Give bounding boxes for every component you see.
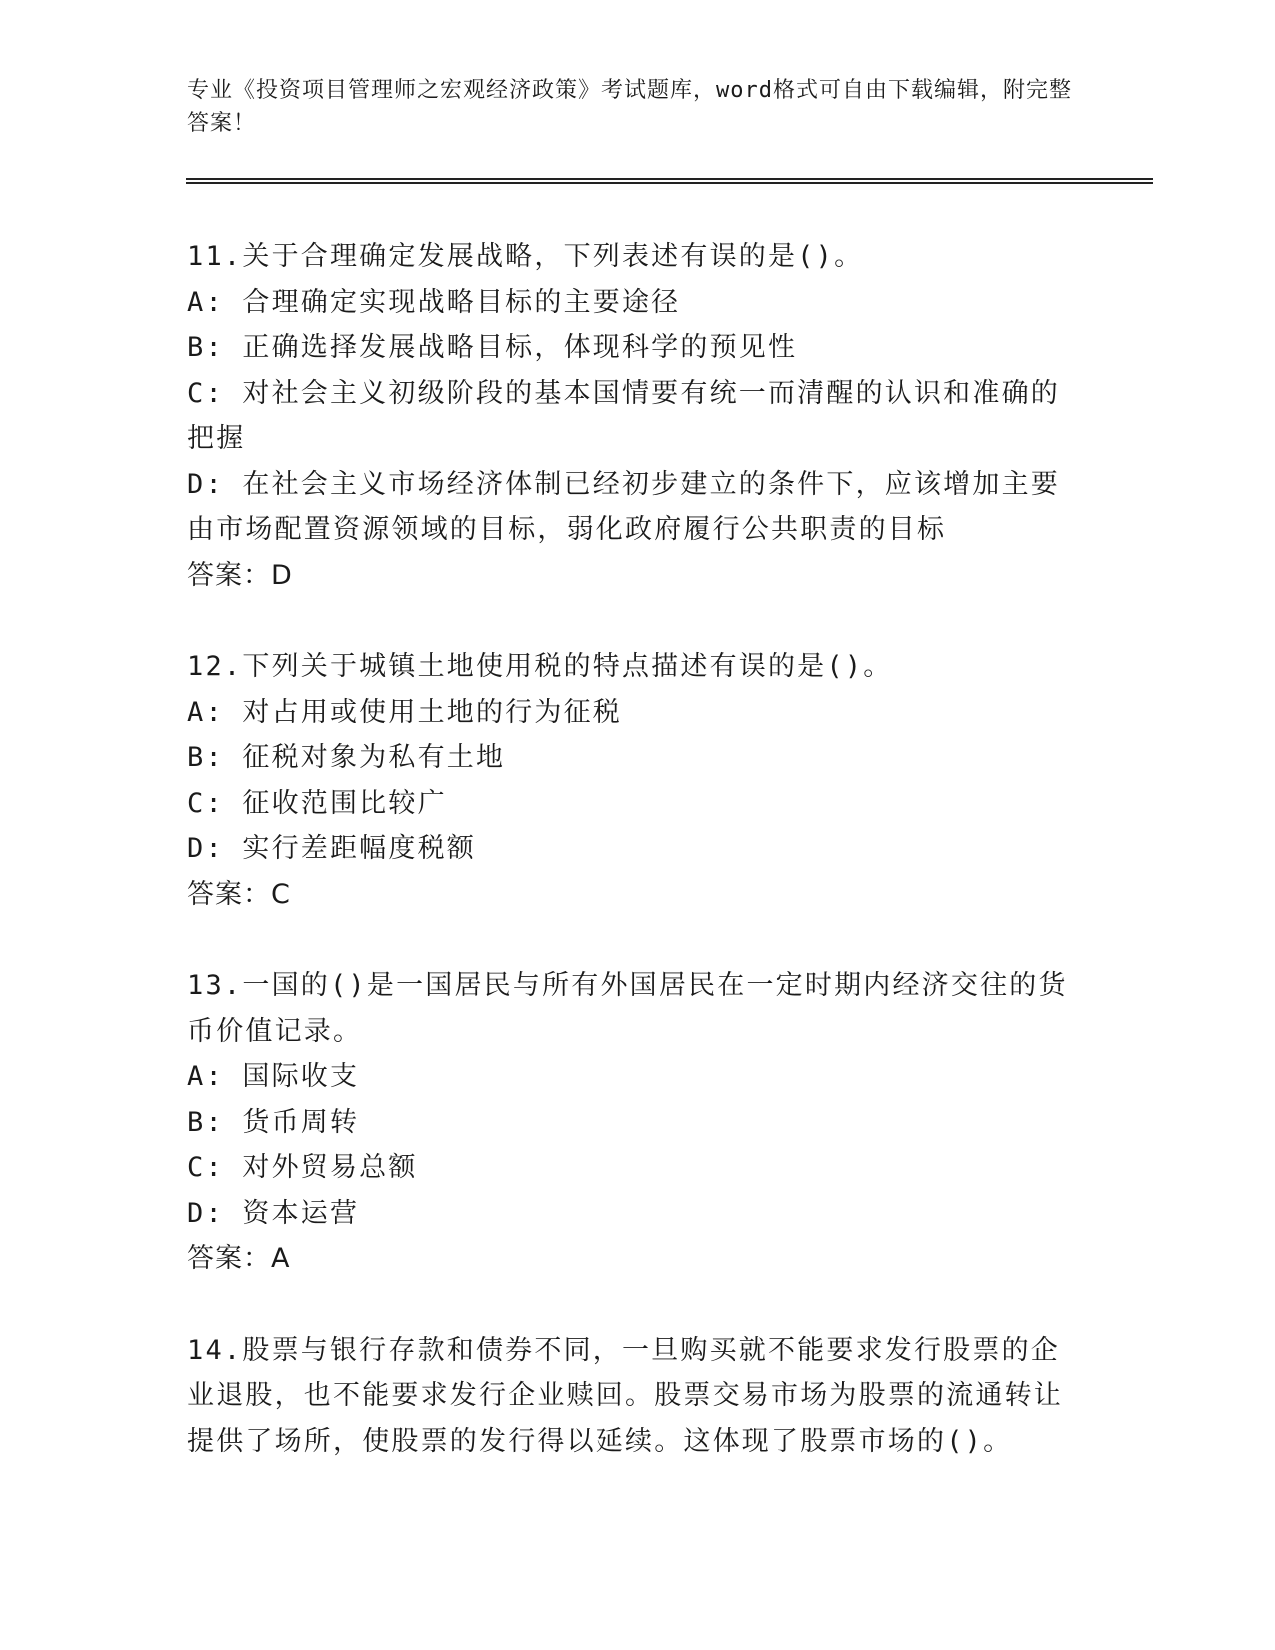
question-stem: 13.一国的()是一国居民与所有外国居民在一定时期内经济交往的货币价值记录。 [187,970,1068,1047]
header-divider-bottom [186,182,1153,184]
option-d: D: 实行差距幅度税额 [187,833,476,864]
option-a: A: 合理确定实现战略目标的主要途径 [187,286,681,318]
question-block [187,644,1077,917]
option-c: C: 征收范围比较广 [187,787,447,819]
question-stem: 12.下列关于城镇土地使用税的特点描述有误的是()。 [187,651,893,682]
question-block [187,963,1077,1282]
option-a: A: 对占用或使用土地的行为征税 [187,696,622,728]
option-c: C: 对外贸易总额 [187,1152,418,1183]
option-b: B: 征税对象为私有土地 [187,742,506,773]
option-d: D: 资本运营 [187,1197,360,1229]
option-c: C: 对社会主义初级阶段的基本国情要有统一而清醒的认识和准确的把握 [187,377,1060,454]
question-block [187,234,1077,598]
answer-label: 答案：A [187,1243,291,1274]
question-block [187,1328,1077,1465]
question-list [187,234,1077,1510]
option-a: A: 国际收支 [187,1061,360,1092]
option-d: D: 在社会主义市场经济体制已经初步建立的条件下，应该增加主要由市场配置资源领域的目标，弱化政府履行公共职责的目标 [187,468,1060,545]
option-b: B: 货币周转 [187,1106,360,1138]
question-stem: 14.股票与银行存款和债券不同，一旦购买就不能要求发行股票的企业退股，也不能要求发行企业赎回。股票交易市场为股票的流通转让提供了场所，使股票的发行得以延续。这体现了股票市场的()。 [187,1334,1063,1457]
option-b: B: 正确选择发展战略目标，体现科学的预见性 [187,332,798,363]
answer-label: 答案：C [187,878,291,910]
question-stem: 11.关于合理确定发展战略，下列表述有误的是()。 [187,241,864,272]
header-description: 专业《投资项目管理师之宏观经济政策》考试题库，word格式可自由下载编辑，附完整答案！ [187,78,1072,136]
header-divider-top [186,178,1153,180]
answer-label: 答案：D [187,559,293,591]
